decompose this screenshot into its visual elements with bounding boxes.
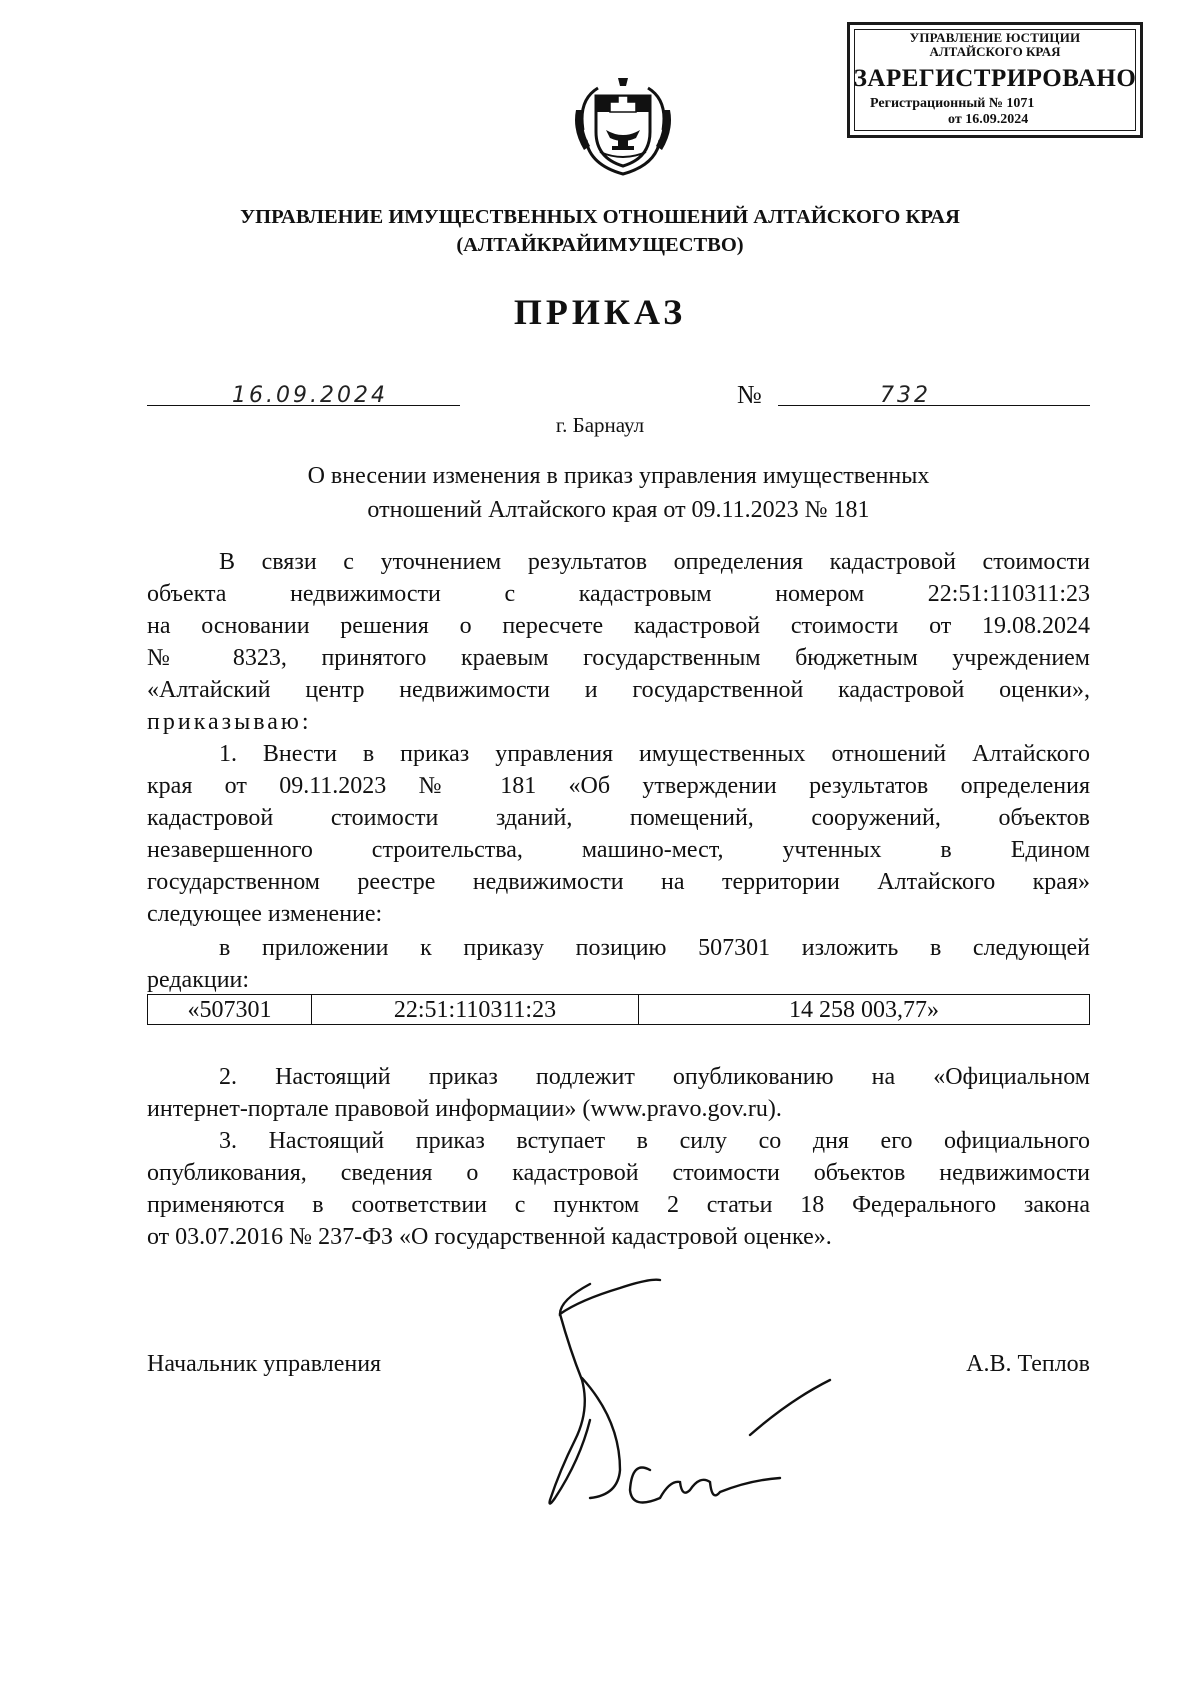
registration-stamp — [847, 22, 1143, 138]
stamp-org-line2: АЛТАЙСКОГО КРАЯ — [929, 44, 1061, 59]
text-line: 1. Внести в приказ управления имущественных отношений Алтайского — [219, 741, 1090, 767]
text-line: 2. Настоящий приказ подлежит опубликованию на «Официальном — [219, 1064, 1090, 1090]
org-short-name: (АЛТАЙКРАЙИМУЩЕСТВО) — [456, 234, 744, 256]
text-line: применяются в соответствии с пунктом 2 статьи 18 Федерального закона — [147, 1192, 1090, 1218]
paragraph-item-2 — [147, 1061, 1090, 1125]
subject-line-1: О внесении изменения в приказ управления имущественных — [307, 463, 930, 489]
position-table — [147, 994, 1090, 1025]
text-line: государственном реестре недвижимости на территории Алтайского края» — [147, 869, 1090, 895]
org-name: УПРАВЛЕНИЕ ИМУЩЕСТВЕННЫХ ОТНОШЕНИЙ АЛТАЙСКОГО КРАЯ — [240, 206, 960, 228]
stamp-inner-border — [854, 29, 1136, 131]
text-line: края от 09.11.2023 № 181 «Об утверждении результатов определения — [147, 773, 1090, 799]
stamp-reg-number: Регистрационный № 1071 — [870, 96, 1035, 111]
text-line: опубликования, сведения о кадастровой стоимости объектов недвижимости — [147, 1160, 1090, 1186]
paragraph-item-1 — [147, 738, 1090, 930]
handwritten-date: 16.09.2024 — [232, 383, 388, 408]
text-line: от 03.07.2016 № 237-ФЗ «О государственной кадастровой оценке». — [147, 1224, 832, 1250]
city: г. Барнаул — [555, 413, 645, 437]
cell-position: «507301 — [148, 995, 312, 1025]
text-line: незавершенного строительства, машино-мест, учтенных в Едином — [147, 837, 1090, 863]
text-line: В связи с уточнением результатов определения кадастровой стоимости — [219, 549, 1090, 575]
handwritten-number: 732 — [880, 383, 931, 408]
signatory-name: А.В. Теплов — [966, 1351, 1090, 1377]
text-line: объекта недвижимости с кадастровым номером 22:51:110311:23 — [147, 581, 1090, 607]
text-line: редакции: — [147, 967, 250, 993]
number-underline — [778, 405, 1090, 406]
document-subject — [147, 459, 1090, 527]
handwritten-signature — [520, 1270, 860, 1530]
number-label: № — [737, 380, 762, 409]
stamp-status: ЗАРЕГИСТРИРОВАНО — [853, 65, 1137, 92]
signatory-title: Начальник управления — [147, 1351, 382, 1377]
text-line: на основании решения о пересчете кадастровой стоимости от 19.08.2024 — [147, 613, 1090, 639]
stamp-reg-date: от 16.09.2024 — [948, 112, 1029, 127]
text-line: кадастровой стоимости зданий, помещений, сооружений, объектов — [147, 805, 1090, 831]
text-line: интернет-портале правовой информации» (www.pravo.gov.ru). — [147, 1096, 782, 1122]
paragraph-preamble — [147, 546, 1090, 738]
text-line: «Алтайский центр недвижимости и государственной кадастровой оценки», — [147, 677, 1090, 703]
paragraph-change — [147, 932, 1090, 996]
paragraph-item-3 — [147, 1125, 1090, 1253]
document-type: ПРИКАЗ — [513, 292, 687, 332]
text-line: № 8323, принятого краевым государственным бюджетным учреждением — [147, 645, 1090, 671]
stamp-org-line1: УПРАВЛЕНИЕ ЮСТИЦИИ — [909, 30, 1081, 45]
subject-line-2: отношений Алтайского края от 09.11.2023 № 181 — [367, 497, 870, 523]
cell-cadastral-number: 22:51:110311:23 — [312, 995, 639, 1025]
order-word: приказываю: — [147, 709, 312, 735]
cell-cadastral-value: 14 258 003,77» — [639, 995, 1090, 1025]
text-line: 3. Настоящий приказ вступает в силу со дня его официального — [219, 1128, 1090, 1154]
text-line: следующее изменение: — [147, 901, 383, 927]
coat-of-arms-icon — [568, 70, 678, 180]
table-row — [148, 995, 1090, 1025]
text-line: в приложении к приказу позицию 507301 изложить в следующей — [219, 935, 1090, 961]
